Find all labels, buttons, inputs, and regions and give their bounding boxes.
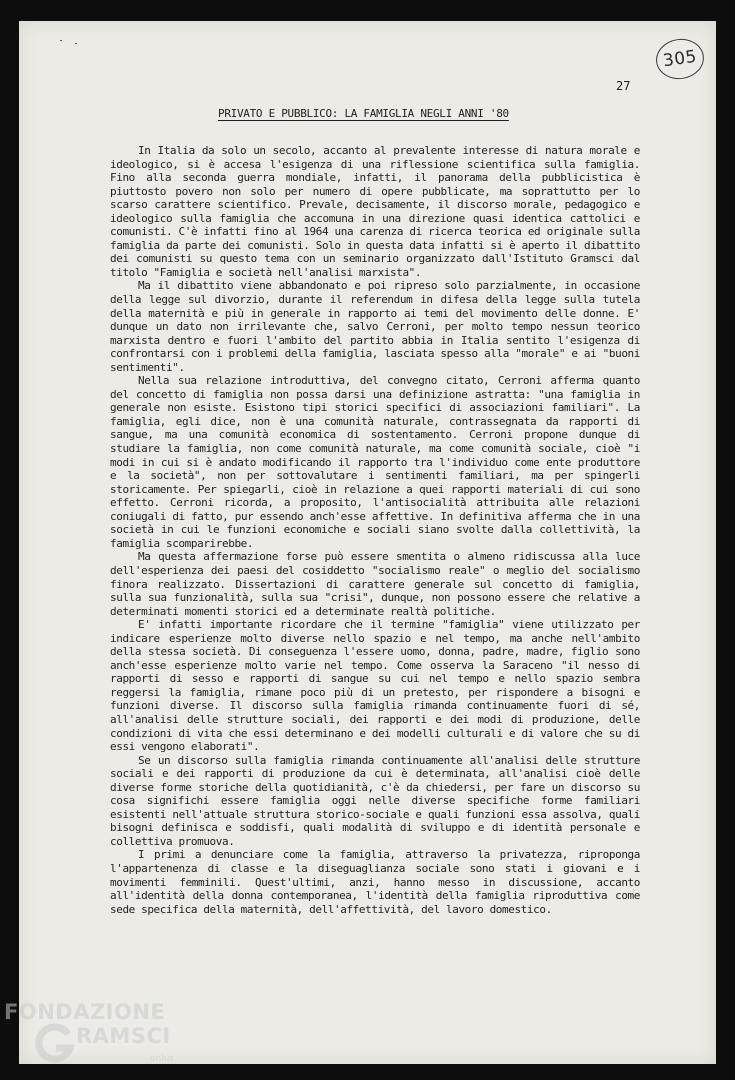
paragraph-1: In Italia da solo un secolo, accanto al prevalente interesse di natura morale e ideologico, si è accesa l'esigenza di una riflessione scientifica sulla famiglia. Fino alla seconda guerra mondiale, infatti, il panorama della pubblicistica è piuttosto povero non solo per numero di opere pubblicate, ma soprattutto per lo scarso carattere scientifico. Prevale, decisamente, il discorso morale, pedagogico e ideologico sulla famiglia che accomuna in una direzione quasi identica cattolici e comunisti. C'è infatti fino al 1964 una carenza di ricerca teorica ed originale sulla famiglia da parte dei comunisti. Solo in questa data infatti si è aperto il dibattito dei comunisti su questo tema con un seminario organizzato dall'Istituto Gramsci dal titolo "Famiglia e società nell'analisi marxista". [110,144,640,279]
paragraph-6: Se un discorso sulla famiglia rimanda continuamente all'analisi delle strutture sociali e dei rapporti di produzione da cui è determinata, all'analisi cioè delle diverse forme storiche della quotidianità, c'è da chiedersi, per fare un discorso su cosa significhi essere famiglia oggi nelle diverse specifiche forme familiari esistenti nell'attuale struttura storico-sociale e quali funzioni essa assolva, quali bisogni definisca e soddisfi, quali modalità di sviluppo e di identità personale e collettiva promuova. [110,753,640,848]
watermark-onlus: onlus [150,1054,175,1064]
archive-stamp: 305 [653,36,706,82]
document-body [110,144,640,916]
speck-mark [60,40,62,41]
paragraph-5: E' infatti importante ricordare che il termine "famiglia" viene utilizzato per indicare esperienze molto diverse nello spazio e nel tempo, ma anche nell'ambito della stessa società. Di conseguenza l'essere uomo, donna, padre, madre, figlio sono anch'esse esperienze molto varie nel tempo. Come osserva la Saraceno "il nesso di rapporti di sesso e rapporti di sangue su cui nel tempo e nello spazio sembra reggersi la famiglia, rimane poco più di un pretesto, per rispondere a bisogni e funzioni diverse. Il discorso sulla famiglia rimanda continuamente fuori di sé, all'analisi delle strutture sociali, dei rapporti e dei modi di produzione, delle condizioni di vita che essi determinano e dei modelli culturali e di valore che su di essi vengono elaborati". [110,618,640,754]
document-title: PRIVATO E PUBBLICO: LA FAMIGLIA NEGLI ANNI '80 [218,107,509,120]
paragraph-7: I primi a denunciare come la famiglia, attraverso la privatezza, riproponga l'appartenenza di classe e la diseguaglianza sociale sono stati i giovani e i movimenti femminili. Quest'ultimi, anzi, hanno messo in discussione, accanto all'identità della donna contemporanea, l'identità della famiglia riproduttiva come sede specifica della maternità, dell'affettività, del lavoro domestico. [110,848,640,916]
paragraph-3: Nella sua relazione introduttiva, del convegno citato, Cerroni afferma quanto del concetto di famiglia non possa darsi una definizione astratta: "una famiglia in generale non esiste. Esistono tipi storici specifici di associazioni familiari". La famiglia, egli dice, non è una comunità naturale, contrassegnata da rapporti di sangue, ma una comunità economica di sostentamento. Cerroni propone dunque di studiare la famiglia, non come comunità naturale, ma come comunità sociale, cioè "i modi in cui si è andato modificando il rapporto tra l'individuo come ente produttore e la società", non per sottovalutare i sentimenti familiari, ma per spingerli storicamente. Per spiegarli, cioè in relazione a quei rapporti materiali di cui sono effetto. Cerroni ricorda, a proposito, l'antisocialità attribuita alle relazioni coniugali di fatto, pur essendo anch'esse affettive. In definitiva afferma che in una società in cui le funzioni economiche e sociali siano svolte dalla collettività, la famiglia scomparirebbe. [110,374,640,550]
paragraph-2: Ma il dibattito viene abbandonato e poi ripreso solo parzialmente, in occasione della legge sul divorzio, durante il referendum in difesa della legge sulla tutela della maternità e più in generale in rapporto ai temi del movimento delle donne. E' dunque un dato non irrilevante che, salvo Cerroni, per molto tempo nessun teorico marxista dentro e fuori l'ambito del partito abbia in Italia sentito l'esigenza di confrontarsi con i problemi della famiglia, lasciata spesso alla "morale" e ai "buoni sentimenti". [110,279,640,374]
page-number: 27 [616,79,631,93]
watermark-line1: FONDAZIONE [4,1000,166,1024]
paragraph-4: Ma questa affermazione forse può essere smentita o almeno ridiscussa alla luce dell'esperienza dei paesi del cosiddetto "socialismo reale" o meglio del socialismo finora realizzato. Dissertazioni di carattere generale sul concetto di famiglia, sulla sua funzionalità, sulla sua "crisi", dunque, non possono essere che relative a determinati momenti storici ed a determinate realtà politiche. [110,550,640,618]
watermark-g-icon [32,1022,76,1066]
watermark-logo [4,998,204,1078]
speck-mark [75,43,77,44]
watermark-line2: RAMSCI [76,1024,171,1048]
